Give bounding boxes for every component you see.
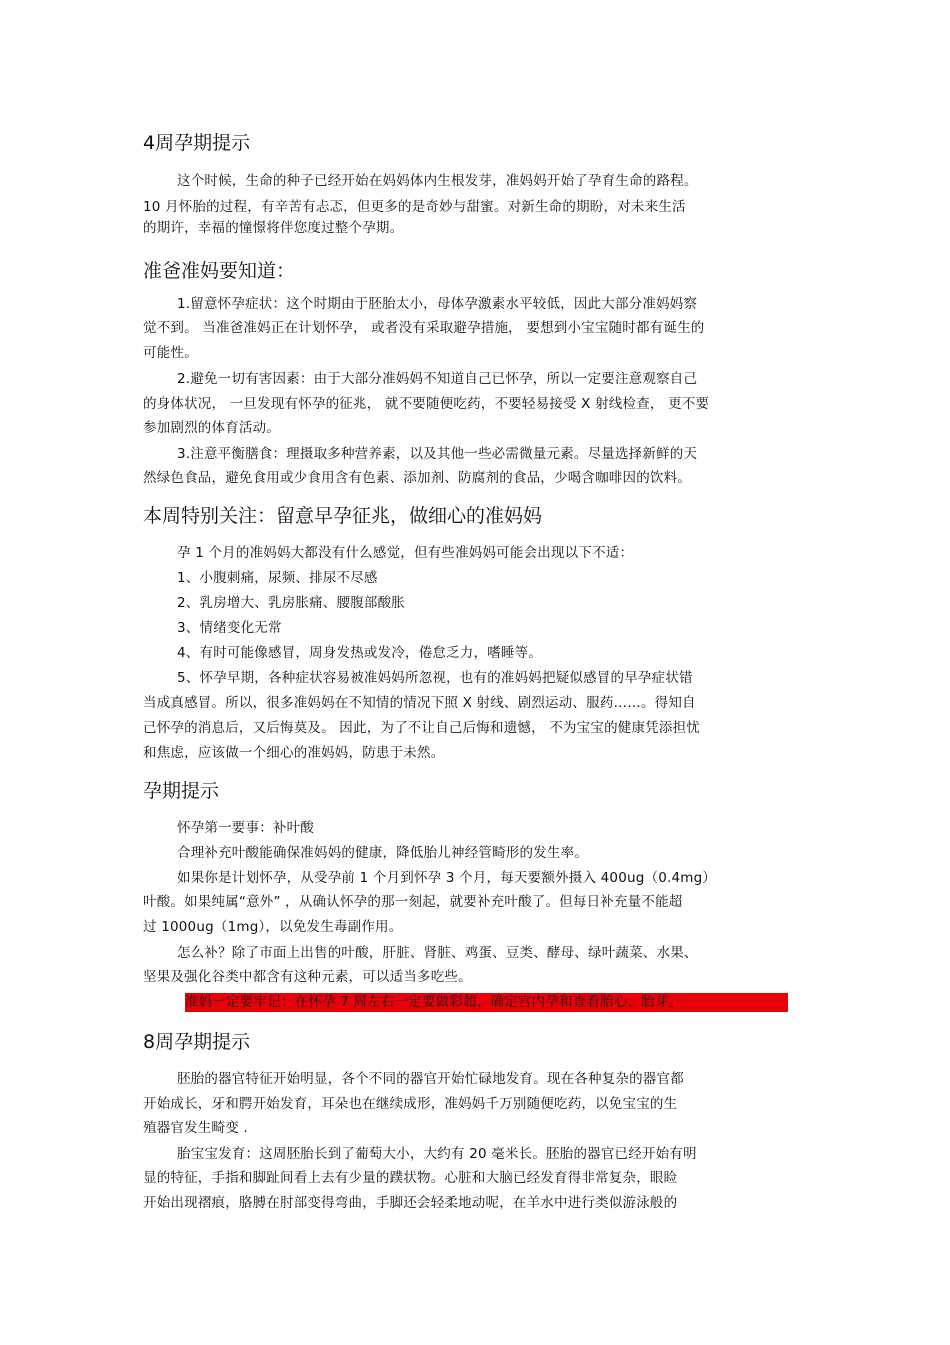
paragraph-line: 怎么补？除了市面上出售的叶酸，肝脏、肾脏、鸡蛋、豆类、酵母、绿叶蔬菜、水果、	[177, 945, 698, 961]
section-title-parents-know: 准爸准妈要知道：	[143, 260, 296, 282]
paragraph-line: 坚果及强化谷类中都含有这种元素，可以适当多吃些。	[143, 969, 472, 985]
paragraph-line: 然绿色食品，避免食用或少食用含有色素、添加剂、防腐剂的食品，少喝含咖啡因的饮料。	[143, 470, 691, 486]
section-title-special-attention: 本周特别关注：留意早孕征兆，做细心的准妈妈	[143, 505, 543, 527]
paragraph-line: 胎宝宝发育：这周胚胎长到了葡萄大小，大约有 20 毫米长。胚胎的器官已经开始有明	[177, 1146, 697, 1162]
paragraph-line: 开始成长，牙和腭开始发育，耳朵也在继续成形，准妈妈千万别随便吃药，以免宝宝的生	[143, 1096, 678, 1112]
paragraph-line: 怀孕第一要事：补叶酸	[177, 820, 314, 836]
paragraph-line: 胚胎的器官特征开始明显，各个不同的器官开始忙碌地发育。现在各种复杂的器官都	[177, 1071, 684, 1087]
paragraph-line: 觉不到。 当准爸准妈正在计划怀孕， 或者没有采取避孕措施， 要想到小宝宝随时都有诞生的	[143, 320, 705, 336]
paragraph-line: 叶酸。如果纯属“意外” ，从确认怀孕的那一刻起，就要补充叶酸了。但每日补充量不能超	[143, 894, 683, 910]
paragraph-line: 的身体状况， 一旦发现有怀孕的征兆， 就不要随便吃药，不要轻易接受 X 射线检查， 更不要	[143, 396, 710, 412]
paragraph-line: 己怀孕的消息后，又后悔莫及。 因此，为了不让自己后悔和遗憾， 不为宝宝的健康凭添担忧	[143, 720, 700, 736]
paragraph-line: 如果你是计划怀孕，从受孕前 1 个月到怀孕 3 个月，每天要额外摄入 400ug（0.4mg）	[177, 870, 717, 886]
section-title-week8: 8周孕期提示	[143, 1031, 251, 1053]
paragraph-line: 殖器官发生畸变 .	[143, 1120, 248, 1136]
highlighted-reminder: 准妈一定要牢记：在怀孕 7 周左右一定要做彩超，确定宫内孕和查看胎心、胎芽。	[185, 994, 683, 1010]
paragraph-line: 孕 1 个月的准妈妈大都没有什么感觉，但有些准妈妈可能会出现以下不适：	[177, 545, 634, 561]
list-item: 2、乳房增大、乳房胀痛、腰腹部酸胀	[177, 595, 405, 611]
paragraph-line: 可能性。	[143, 345, 198, 361]
paragraph-line: 过 1000ug（1mg），以免发生毒副作用。	[143, 919, 403, 935]
paragraph-line: 2.避免一切有害因素：由于大部分准妈妈不知道自己已怀孕，所以一定要注意观察自己	[177, 371, 698, 387]
paragraph-line: 这个时候，生命的种子已经开始在妈妈体内生根发芽，准妈妈开始了孕育生命的路程。	[177, 173, 698, 189]
paragraph-line: 的期许，幸福的憧憬将伴您度过整个孕期。	[143, 220, 404, 236]
paragraph-line: 1.留意怀孕症状：这个时期由于胚胎太小，母体孕激素水平较低，因此大部分准妈妈察	[177, 296, 698, 312]
section-title-week4: 4周孕期提示	[143, 132, 251, 154]
list-item: 4、有时可能像感冒，周身发热或发冷，倦怠乏力，嗜睡等。	[177, 645, 542, 661]
paragraph-line: 和焦虑，应该做一个细心的准妈妈，防患于未然。	[143, 745, 445, 761]
list-item: 3、情绪变化无常	[177, 620, 282, 636]
list-item: 1、小腹刺痛，尿频、排尿不尽感	[177, 570, 378, 586]
paragraph-line: 10 月怀胎的过程，有辛苦有忐忑，但更多的是奇妙与甜蜜。对新生命的期盼，对未来生活	[143, 199, 686, 215]
list-item: 5、怀孕早期，各种症状容易被准妈妈所忽视，也有的准妈妈把疑似感冒的早孕症状错	[177, 670, 693, 686]
paragraph-line: 开始出现褶痕，胳膊在肘部变得弯曲，手脚还会轻柔地动呢，在羊水中进行类似游泳般的	[143, 1195, 678, 1211]
section-title-pregnancy-tips: 孕期提示	[143, 780, 220, 802]
paragraph-line: 3.注意平衡膳食：理摄取多种营养素，以及其他一些必需微量元素。尽量选择新鲜的天	[177, 446, 698, 462]
paragraph-line: 显的特征，手指和脚趾间看上去有少量的蹼状物。心脏和大脑已经发育得非常复杂，眼睑	[143, 1170, 678, 1186]
paragraph-line: 当成真感冒。所以，很多准妈妈在不知情的情况下照 X 射线、剧烈运动、服药……。得知自	[143, 695, 696, 711]
paragraph-line: 参加剧烈的体育活动。	[143, 420, 280, 436]
paragraph-line: 合理补充叶酸能确保准妈妈的健康，降低胎儿神经管畸形的发生率。	[177, 845, 588, 861]
